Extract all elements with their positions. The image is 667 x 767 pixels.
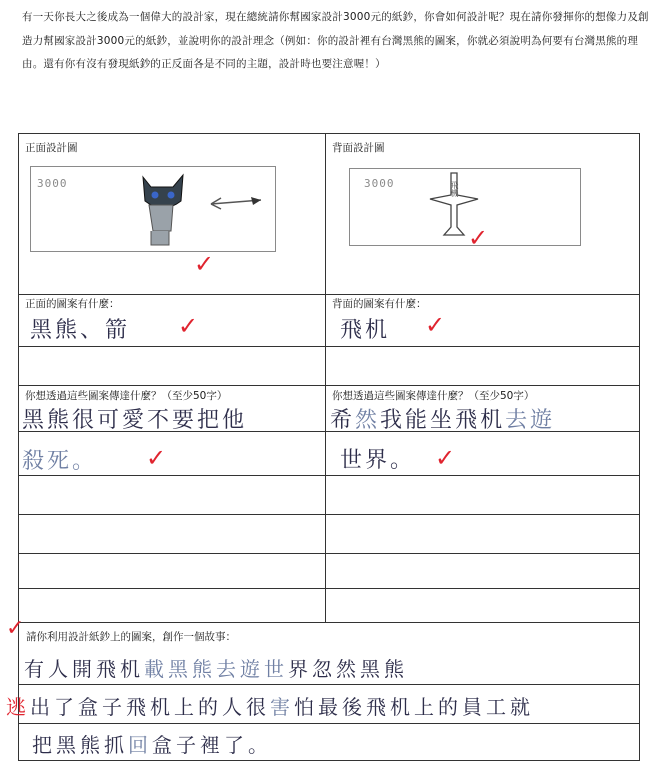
back-message-check: ✓ xyxy=(435,444,456,472)
story-part: 出了盒子飛机上的人很 xyxy=(30,695,270,719)
back-pattern-check: ✓ xyxy=(425,311,446,339)
story-top-border xyxy=(18,622,640,623)
story-line xyxy=(18,760,640,761)
back-message-line2: 世界。 xyxy=(340,448,416,473)
front-denomination: 3000 xyxy=(37,177,68,190)
arrow-drawing xyxy=(209,193,263,213)
back-message-part: 飛机 xyxy=(455,408,506,433)
story-line xyxy=(18,684,640,685)
story-part: 怕最後飛机上的員工就 xyxy=(294,695,534,719)
front-pattern-label: 正面的圖案有什麼： xyxy=(25,298,120,310)
story-part: 載黑熊去遊世 xyxy=(144,657,288,681)
front-message-line2: 殺死。 xyxy=(22,449,98,474)
back-denomination: 3000 xyxy=(364,177,395,190)
row-divider xyxy=(18,475,640,476)
table-right-border xyxy=(639,133,640,761)
front-banknote-sketch xyxy=(30,166,276,252)
story-part: 有人開飛机 xyxy=(24,657,144,681)
row-divider xyxy=(18,346,640,347)
back-pattern-label: 背面的圖案有什麼： xyxy=(332,298,427,310)
airplane-label: 飛機 xyxy=(450,181,459,197)
black-bear-drawing xyxy=(131,171,201,251)
story-review-mark: ✓ xyxy=(6,616,25,641)
table-top-border xyxy=(18,133,640,134)
column-divider xyxy=(325,133,326,622)
back-pattern-answer: 飛机 xyxy=(340,318,391,343)
front-design-check: ✓ xyxy=(194,250,215,278)
story-part: 盒子裡了。 xyxy=(152,733,272,757)
story-part: 回 xyxy=(128,733,152,757)
row-divider xyxy=(18,294,640,295)
back-message-part: 希 xyxy=(330,408,356,433)
back-message-part: 坐 xyxy=(430,408,456,433)
story-part: 抓 xyxy=(104,733,128,757)
front-message-label: 你想透過這些圖案傳達什麼？（至少50字） xyxy=(25,390,228,402)
back-banknote-sketch xyxy=(349,168,581,246)
front-design-label: 正面設計圖 xyxy=(25,142,78,154)
back-message-label: 你想透過這些圖案傳達什麼？（至少50字） xyxy=(332,390,535,402)
story-label: 請你利用設計紙鈔上的圖案，創作一個故事： xyxy=(26,631,236,643)
story-line xyxy=(18,723,640,724)
story-line2 xyxy=(6,691,534,720)
row-divider xyxy=(18,385,640,386)
story-part: 界 xyxy=(288,657,312,681)
front-message-line1: 黑熊很可愛不要把他 xyxy=(22,408,248,433)
story-line1 xyxy=(24,653,408,682)
story-line3 xyxy=(32,729,272,758)
row-divider xyxy=(18,553,640,554)
front-pattern-answer: 黑熊、箭 xyxy=(30,318,131,343)
front-pattern-check: ✓ xyxy=(178,312,199,340)
story-part: 把黑熊 xyxy=(32,733,104,757)
back-design-label: 背面設計圖 xyxy=(332,142,385,154)
front-message-check: ✓ xyxy=(146,444,167,472)
back-message-line1 xyxy=(330,403,555,434)
table-left-border xyxy=(18,133,19,761)
story-part: 忽然黑熊 xyxy=(312,657,408,681)
back-design-check: ✓ xyxy=(468,224,489,252)
story-part: 害 xyxy=(270,695,294,719)
row-divider xyxy=(18,588,640,589)
row-divider xyxy=(18,514,640,515)
back-message-part: 然 xyxy=(355,408,381,433)
back-message-part: 我能 xyxy=(380,408,431,433)
story-part: 逃 xyxy=(6,695,30,719)
back-message-part: 去遊 xyxy=(505,408,556,433)
instructions-text: 有一天你長大之後成為一個偉大的設計家，現在總統請你幫國家設計3000元的紙鈔，你會如何設計呢？現在請你發揮你的想像力及創造力幫國家設計3000元的紙鈔，並說明你的設計理念（例如：你的設計裡有台灣黑熊的圖案，你就必須說明為何要有台灣黑熊的理由。還有你有沒有發現紙鈔的正反面各是不同的主題，設計時也要注意喔！） xyxy=(22,11,649,70)
